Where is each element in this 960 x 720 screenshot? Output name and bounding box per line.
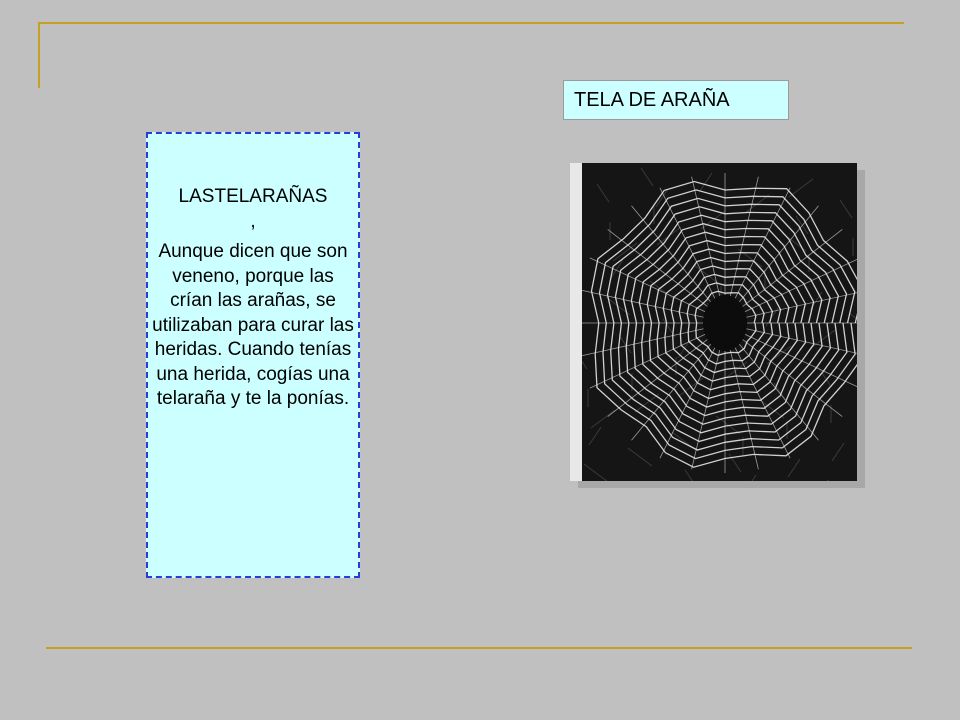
- body-heading: LASTELARAÑAS: [178, 186, 328, 207]
- body-heading-comma: ,: [250, 210, 256, 232]
- top-rule: [38, 22, 904, 24]
- body-paragraph: Aunque dicen que son veneno, porque las crían las arañas, se utilizaban para curar las heridas. Cuando tenías una herida, cogías una telaraña y te la ponías.: [152, 241, 354, 409]
- body-text-box[interactable]: [146, 132, 360, 578]
- spider-web-icon: [570, 163, 857, 481]
- bottom-rule: [46, 647, 912, 649]
- photo-border-strip: [570, 163, 582, 481]
- title-text-box[interactable]: [563, 80, 789, 120]
- spider-web-photo[interactable]: [570, 163, 857, 481]
- left-rule: [38, 22, 40, 88]
- title-text: TELA DE ARAÑA: [574, 89, 730, 111]
